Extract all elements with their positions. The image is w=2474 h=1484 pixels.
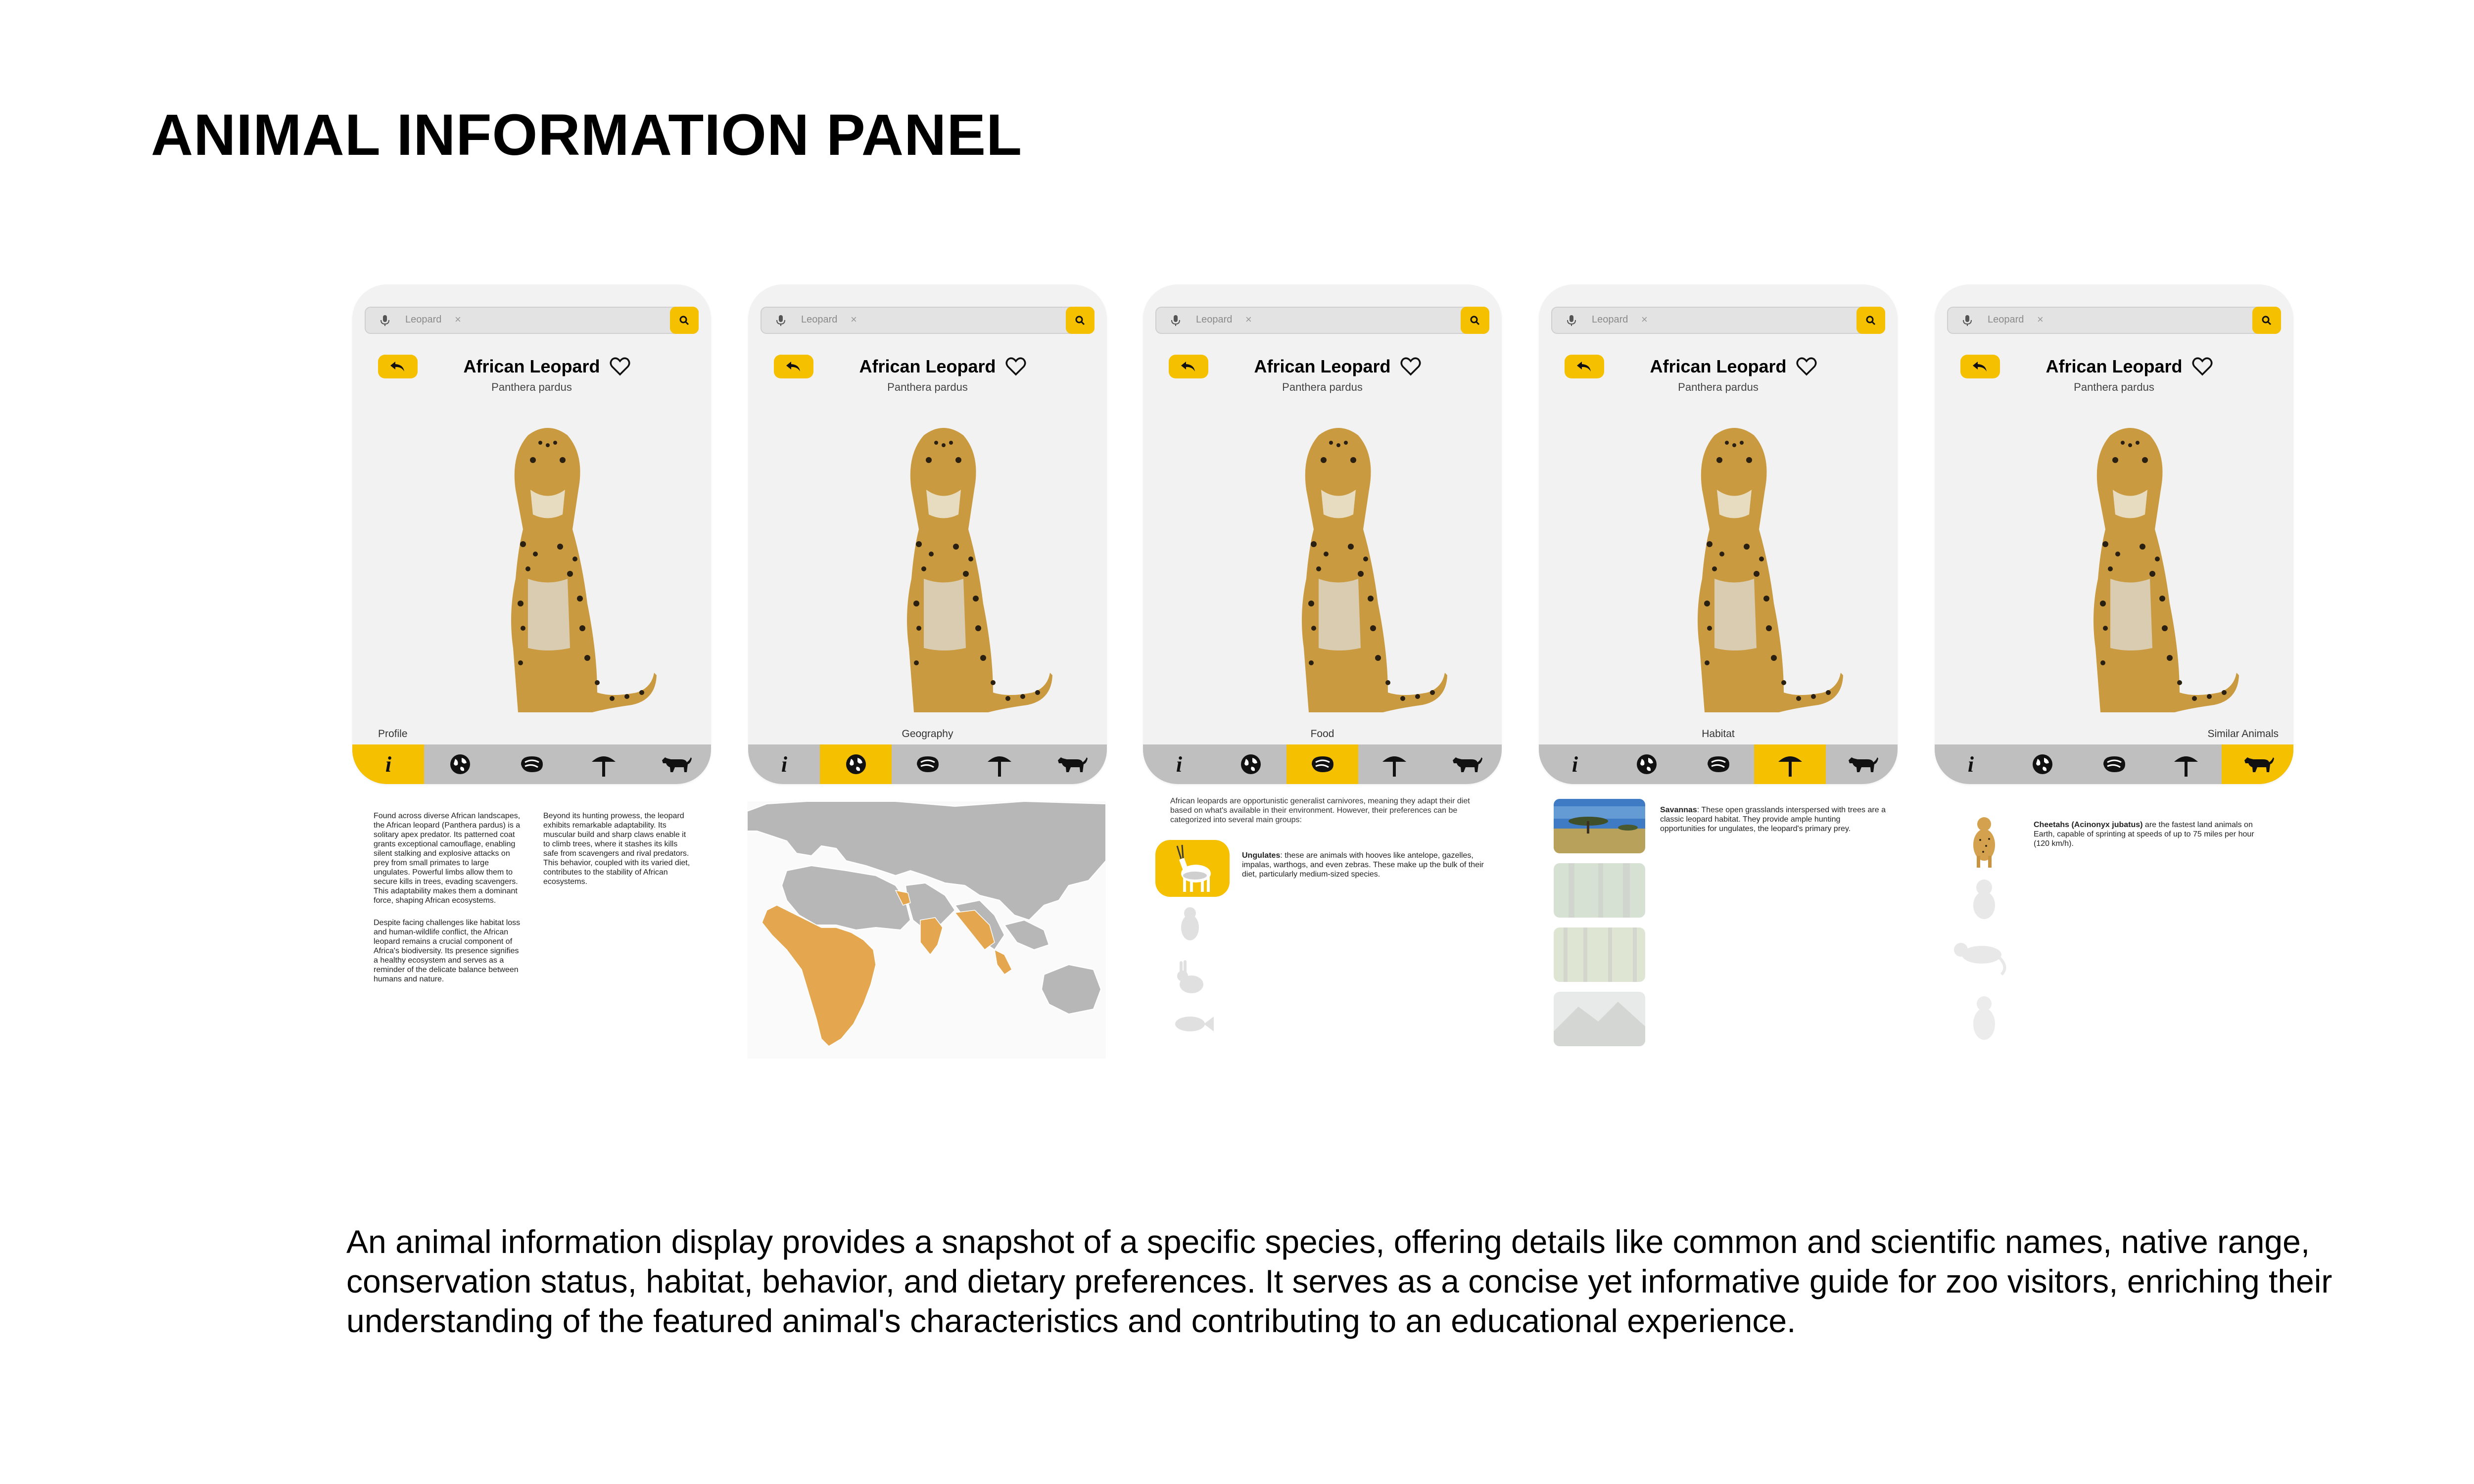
- leopard-silhouette-icon: [1845, 753, 1879, 775]
- food-item-description: : these are animals with hooves like antelope, gazelles, impalas, warthogs, and even zebras. These make up the bulk of their diet, particularly medium-sized species.: [1242, 851, 1484, 879]
- meat-icon: [1309, 753, 1336, 775]
- mic-icon: [775, 315, 786, 326]
- tab-food[interactable]: [1286, 744, 1358, 784]
- food-item-title: Ungulates: [1242, 851, 1281, 860]
- food-thumb-primate[interactable]: [1175, 905, 1205, 947]
- page-description: An animal information display provides a snapshot of a specific species, offering details like common and scientific names, native range, conservation status, habitat, behavior, and dietary preferences. It serves as a concise yet informative guide for zoo visitors, enriching their understanding of the featured animal's characteristics and contributing to an educational experience.: [346, 1223, 2332, 1339]
- scientific-name: Panthera pardus: [491, 381, 572, 393]
- meat-icon: [2100, 753, 2128, 775]
- search-query: Leopard: [801, 314, 838, 325]
- food-thumb-antelope[interactable]: [1155, 840, 1230, 897]
- food-intro: African leopards are opportunistic generalist carnivores, meaning they adapt their diet based on what's available in their environment. However, their preferences can be categorized into several main groups:: [1170, 797, 1470, 824]
- clear-icon[interactable]: ×: [455, 313, 461, 325]
- leopard-silhouette-icon: [658, 753, 693, 775]
- search-icon: [1074, 315, 1086, 326]
- leopard-photo: [449, 416, 657, 717]
- search-input[interactable]: [1551, 307, 1885, 334]
- search-query: Leopard: [405, 314, 442, 325]
- section-label: Profile: [378, 728, 408, 740]
- profile-paragraph: Despite facing challenges like habitat loss and human-wildlife conflict, the African leopard remains a crucial component of Africa's biodiversity. Its presence signifies a healthy ecosystem and serves as a reminder of the delicate balance between humans and nature.: [374, 919, 521, 983]
- tab-bar: [1143, 744, 1502, 784]
- tab-similar[interactable]: [1826, 744, 1898, 784]
- info-icon: [1565, 752, 1585, 777]
- heart-icon[interactable]: [1796, 357, 1817, 376]
- search-icon: [678, 315, 690, 326]
- mountain-photo: [1554, 992, 1645, 1046]
- lion-photo: [1959, 876, 2009, 925]
- mic-icon: [1566, 315, 1577, 326]
- phone-screen-habitat: [1539, 284, 1898, 784]
- leopard-silhouette-icon: [2240, 753, 2275, 775]
- habitat-item-description: : These open grasslands interspersed with trees are a classic leopard habitat. They provide ample hunting opportunities for ungulates, the leopard's primary prey.: [1660, 806, 1886, 833]
- profile-column-2: [543, 811, 694, 899]
- tab-geography[interactable]: [2006, 744, 2078, 784]
- section-label: Food: [1310, 728, 1334, 740]
- search-button[interactable]: [2252, 307, 2281, 334]
- search-query: Leopard: [1592, 314, 1628, 325]
- svg-text:i: i: [385, 752, 391, 777]
- primate-icon: [1175, 905, 1205, 945]
- forest-photo: [1554, 863, 1645, 918]
- tab-geography[interactable]: [1215, 744, 1286, 784]
- tree-icon: [590, 751, 618, 778]
- heart-icon[interactable]: [1400, 357, 1421, 376]
- tab-habitat[interactable]: [1754, 744, 1826, 784]
- phone-screen-food: [1143, 284, 1502, 784]
- tab-similar[interactable]: [639, 744, 711, 784]
- tab-bar: [748, 744, 1107, 784]
- tab-geography[interactable]: [820, 744, 892, 784]
- tab-similar[interactable]: [1430, 744, 1502, 784]
- habitat-item-title: Savannas: [1660, 806, 1697, 814]
- mic-icon: [1170, 315, 1181, 326]
- profile-column-1: [374, 811, 524, 997]
- clear-icon[interactable]: ×: [1245, 313, 1252, 325]
- tree-icon: [986, 751, 1013, 778]
- mic-icon: [380, 315, 390, 326]
- leopard-silhouette-icon: [1449, 753, 1483, 775]
- search-icon: [1865, 315, 1877, 326]
- habitat-thumb-woodland[interactable]: [1554, 928, 1645, 982]
- search-button[interactable]: [1856, 307, 1885, 334]
- similar-thumb-lion[interactable]: [1959, 876, 2009, 928]
- meat-icon: [1705, 753, 1732, 775]
- similar-item-title: Cheetahs (Acinonyx jubatus): [2034, 821, 2143, 829]
- tab-bar: [1539, 744, 1898, 784]
- tiger-photo: [1959, 992, 2009, 1046]
- tab-profile[interactable]: [1143, 744, 1215, 784]
- search-input[interactable]: [365, 307, 699, 334]
- woodland-photo: [1554, 928, 1645, 982]
- tab-habitat[interactable]: [2150, 744, 2222, 784]
- tab-bar: [1935, 744, 2293, 784]
- animal-name: African Leopard: [463, 356, 600, 376]
- profile-paragraph: Found across diverse African landscapes, the African leopard (Panthera pardus) is a solitary apex predator. Its patterned coat grants exceptional camouflage, enabling silent stalking and explosive attacks on prey from small primates to large ungulates. Powerful limbs allow them to secure kills in trees, evading scavengers. This adaptability makes them a dominant force, shaping African ecosystems.: [374, 812, 521, 905]
- search-icon: [2261, 315, 2273, 326]
- globe-icon: [1634, 752, 1659, 777]
- animal-name: African Leopard: [859, 356, 996, 376]
- scientific-name: Panthera pardus: [887, 381, 968, 393]
- heart-icon[interactable]: [1005, 357, 1026, 376]
- rabbit-icon: [1173, 957, 1207, 997]
- habitat-thumb-savanna[interactable]: [1554, 799, 1645, 853]
- tab-similar[interactable]: [1035, 744, 1107, 784]
- habitat-thumb-mountain[interactable]: [1554, 992, 1645, 1046]
- search-icon: [1469, 315, 1481, 326]
- globe-icon: [2030, 752, 2055, 777]
- phone-screen-similar: [1935, 284, 2293, 784]
- similar-thumb-tiger[interactable]: [1959, 992, 2009, 1049]
- meat-icon: [518, 753, 546, 775]
- leopard-silhouette-icon: [1054, 753, 1089, 775]
- food-thumb-fish[interactable]: [1170, 1012, 1215, 1039]
- tree-icon: [1776, 751, 1804, 778]
- tab-similar[interactable]: [2222, 744, 2293, 784]
- info-icon: [379, 752, 398, 777]
- tree-icon: [1380, 751, 1408, 778]
- search-button[interactable]: [670, 307, 699, 334]
- phone-screen-profile: [352, 284, 711, 784]
- tab-profile[interactable]: [748, 744, 820, 784]
- search-button[interactable]: [1461, 307, 1489, 334]
- tab-food[interactable]: [892, 744, 963, 784]
- snow-leopard-photo: [1947, 932, 2011, 977]
- food-thumb-rabbit[interactable]: [1173, 957, 1207, 999]
- info-icon: [774, 752, 794, 777]
- svg-text:i: i: [1176, 752, 1182, 777]
- savanna-photo: [1554, 799, 1645, 853]
- tab-habitat[interactable]: [963, 744, 1035, 784]
- tab-bar: [352, 744, 711, 784]
- clear-icon[interactable]: ×: [1641, 313, 1648, 325]
- tab-food[interactable]: [496, 744, 568, 784]
- tab-habitat[interactable]: [1358, 744, 1430, 784]
- habitat-thumb-forest[interactable]: [1554, 863, 1645, 918]
- world-map-icon: [747, 801, 1106, 1059]
- search-input[interactable]: [1155, 307, 1489, 334]
- heart-icon[interactable]: [2192, 357, 2213, 376]
- scientific-name: Panthera pardus: [1282, 381, 1363, 393]
- section-label: Habitat: [1702, 728, 1735, 740]
- meat-icon: [914, 753, 942, 775]
- info-icon: [1169, 752, 1189, 777]
- globe-icon: [448, 752, 473, 777]
- animal-name: African Leopard: [2046, 356, 2183, 376]
- mic-icon: [1962, 315, 1973, 326]
- animal-name: African Leopard: [1254, 356, 1391, 376]
- info-icon: [1961, 752, 1981, 777]
- similar-item-description: are the fastest land animals on Earth, capable of sprinting at speeds of up to 75 miles per hour (120 km/h).: [2034, 821, 2254, 848]
- scientific-name: Panthera pardus: [1678, 381, 1759, 393]
- clear-icon[interactable]: ×: [851, 313, 857, 325]
- tab-habitat[interactable]: [568, 744, 639, 784]
- tab-profile[interactable]: [1935, 744, 2006, 784]
- svg-text:i: i: [1967, 752, 1974, 777]
- leopard-photo: [1239, 416, 1447, 717]
- section-label: Geography: [902, 728, 953, 740]
- search-query: Leopard: [1196, 314, 1233, 325]
- leopard-photo: [1635, 416, 1843, 717]
- tab-profile[interactable]: [352, 744, 424, 784]
- leopard-photo: [2031, 416, 2239, 717]
- tab-geography[interactable]: [1611, 744, 1682, 784]
- clear-icon[interactable]: ×: [2037, 313, 2044, 325]
- tab-food[interactable]: [1682, 744, 1754, 784]
- svg-text:i: i: [781, 752, 787, 777]
- phone-screen-geography: [748, 284, 1107, 784]
- search-input[interactable]: [1947, 307, 2281, 334]
- similar-item-text: [2034, 820, 2256, 848]
- search-button[interactable]: [1066, 307, 1094, 334]
- cheetah-photo: [1954, 810, 2014, 870]
- search-query: Leopard: [1988, 314, 2024, 325]
- heart-icon[interactable]: [610, 357, 630, 376]
- range-map: [747, 801, 1106, 1059]
- tab-profile[interactable]: [1539, 744, 1611, 784]
- globe-icon: [1238, 752, 1263, 777]
- tree-icon: [2172, 751, 2200, 778]
- antelope-icon: [1155, 840, 1230, 897]
- page-title: ANIMAL INFORMATION PANEL: [151, 102, 1023, 168]
- profile-paragraph: Beyond its hunting prowess, the leopard exhibits remarkable adaptability. Its muscular build and sharp claws enable it to climb trees, where it stashes its kills safe from scavengers and rival predators. This behavior, coupled with its varied diet, contributes to the stability of African ecosystems.: [543, 812, 690, 886]
- tab-food[interactable]: [2078, 744, 2150, 784]
- leopard-photo: [845, 416, 1052, 717]
- animal-name: African Leopard: [1650, 356, 1787, 376]
- fish-icon: [1170, 1012, 1215, 1036]
- similar-thumb-snow-leopard[interactable]: [1947, 932, 2011, 979]
- svg-text:i: i: [1571, 752, 1578, 777]
- similar-thumb-cheetah[interactable]: [1954, 810, 2014, 872]
- search-input[interactable]: [761, 307, 1094, 334]
- habitat-item-text: [1660, 805, 1888, 834]
- tab-geography[interactable]: [424, 744, 496, 784]
- section-label: Similar Animals: [2207, 728, 2279, 740]
- food-item-text: [1242, 851, 1484, 879]
- scientific-name: Panthera pardus: [2074, 381, 2154, 393]
- globe-icon: [844, 752, 868, 777]
